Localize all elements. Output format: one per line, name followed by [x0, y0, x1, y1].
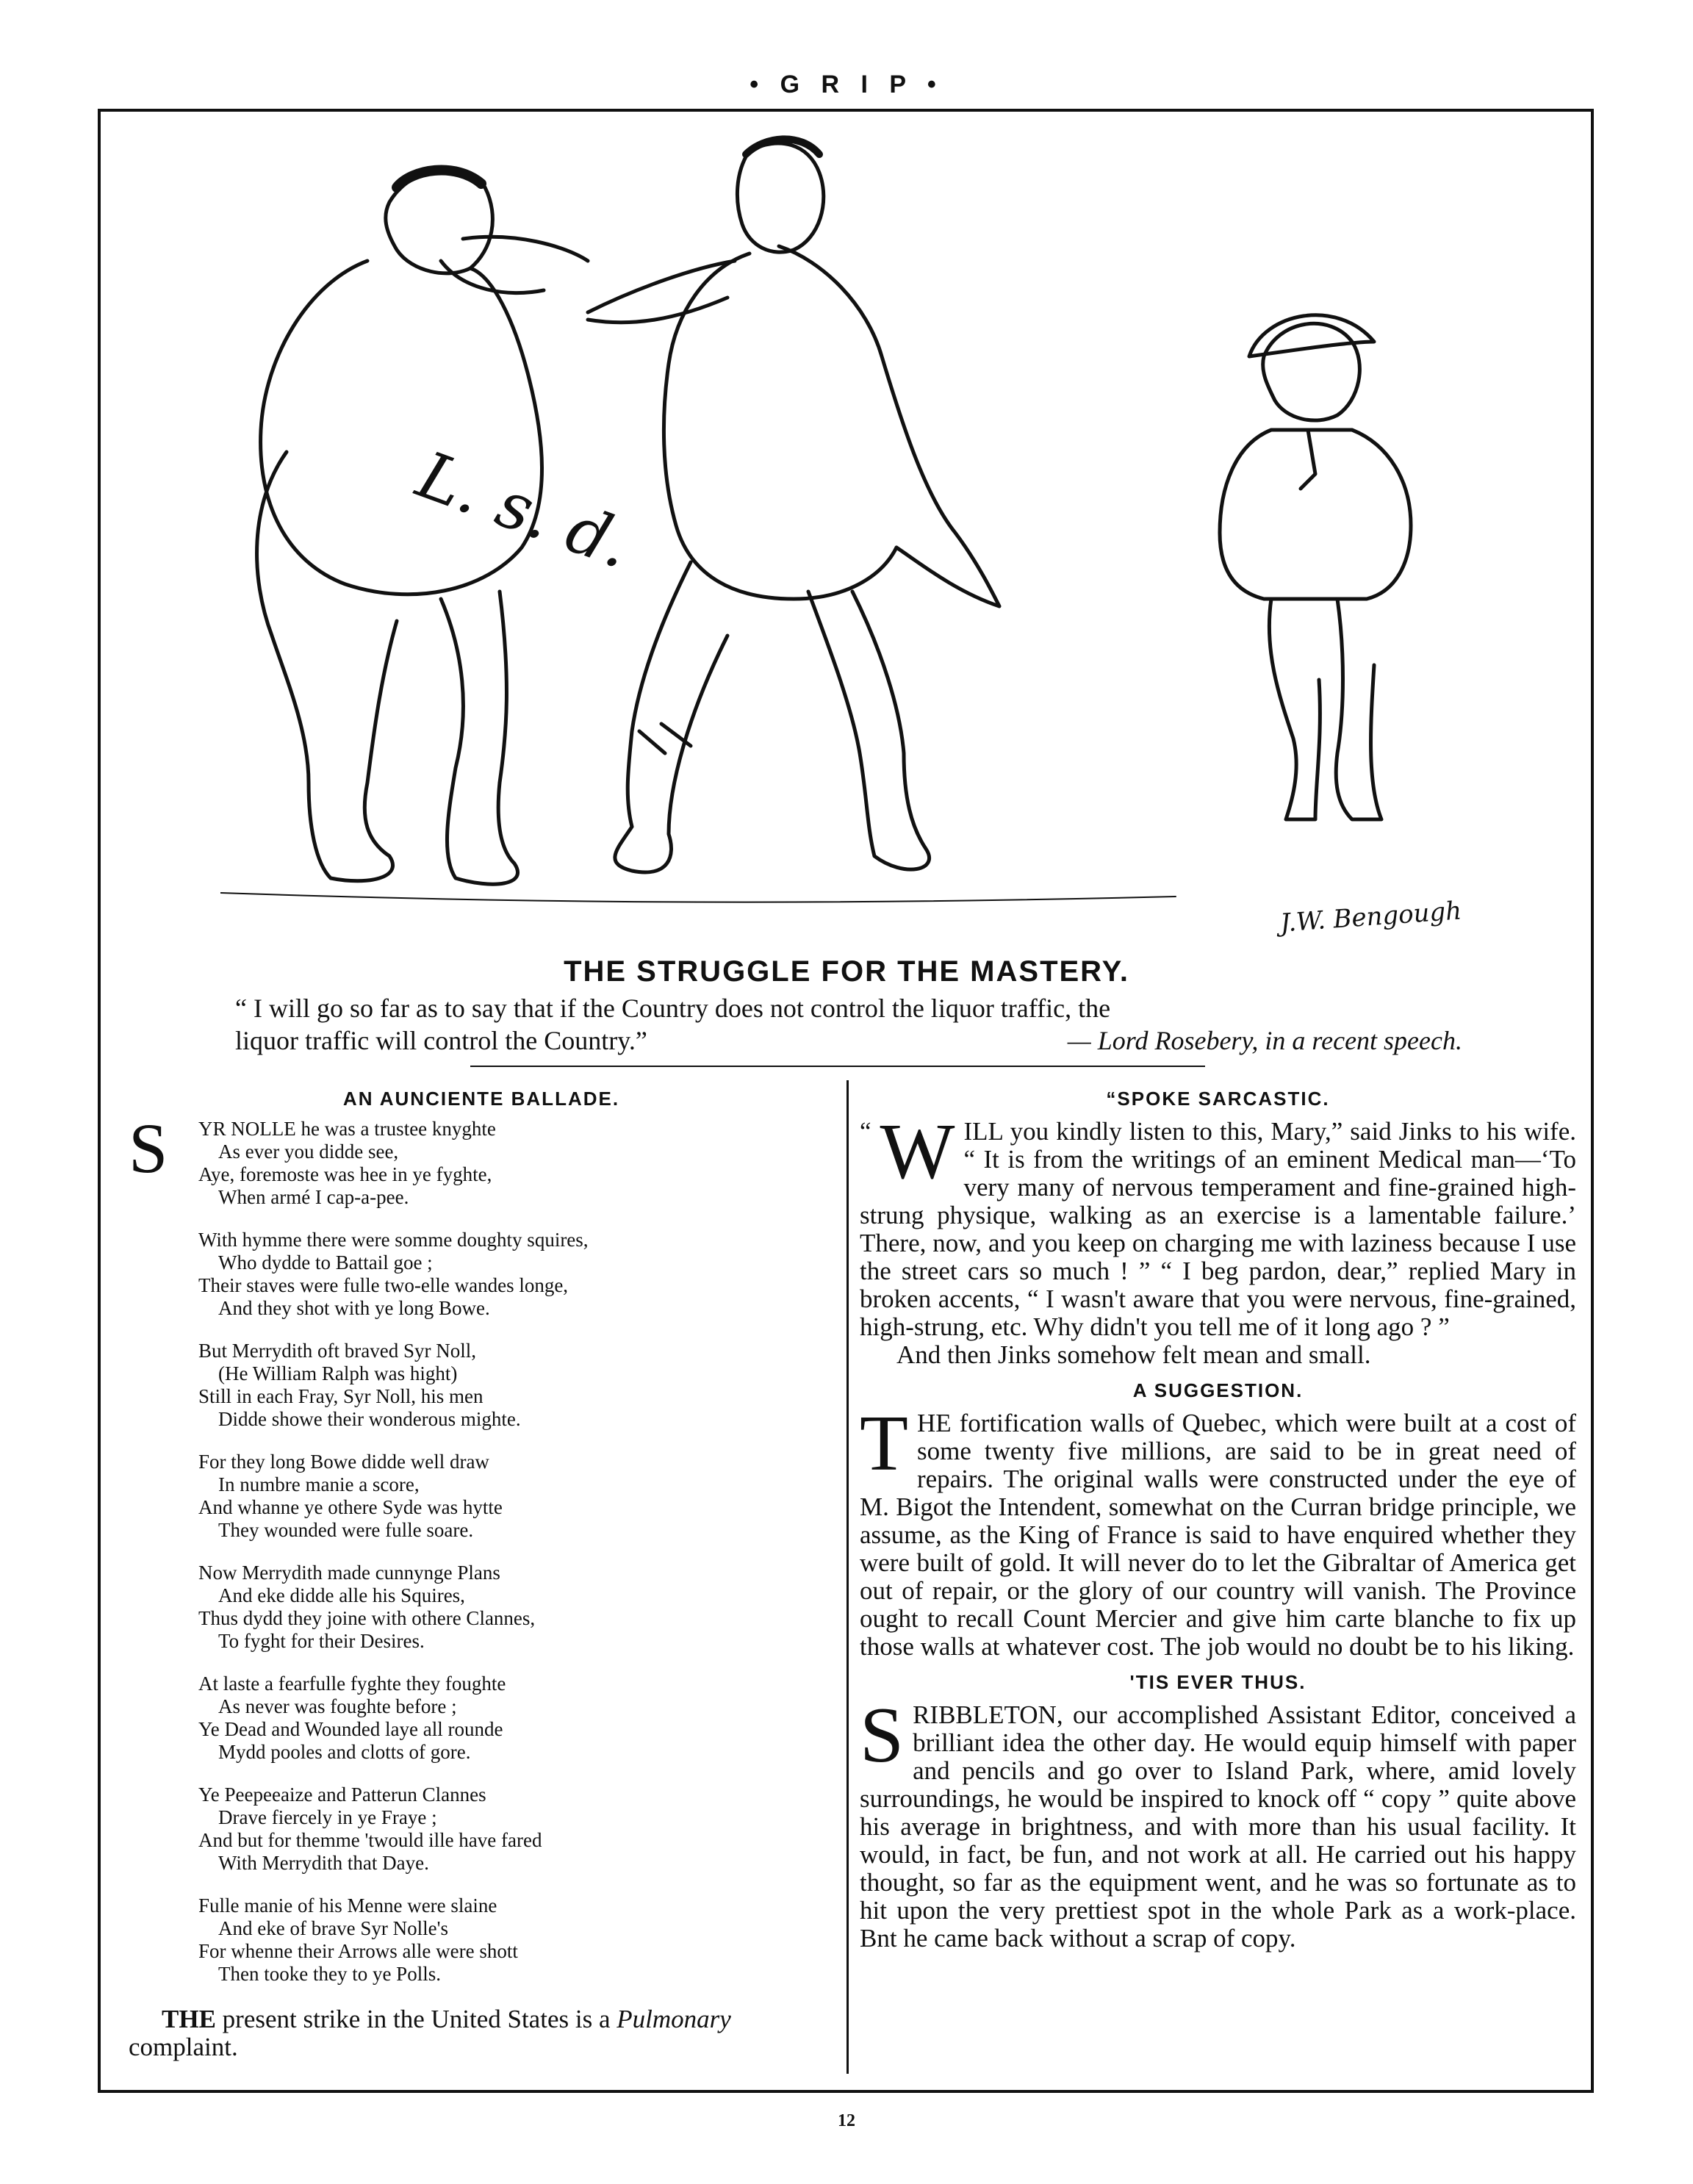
liquor-figure [588, 139, 999, 872]
ballad-line: Who dydde to Battail goe ; [218, 1251, 433, 1274]
ballad-line: Mydd pooles and clotts of gore. [218, 1741, 471, 1763]
ballad-stanza [198, 1784, 834, 1875]
ballad-line: As never was foughte before ; [218, 1695, 457, 1717]
cartoon-illustration [220, 121, 1484, 930]
ballad-line: And eke didde alle his Squires, [218, 1584, 465, 1606]
strike-paragraph [129, 2005, 834, 2061]
ballad-dropcap: S [129, 1109, 168, 1188]
ballad-line: With Merrydith that Daye. [218, 1852, 429, 1874]
ballad-line: Now Merrydith made cunnynge Plans [198, 1562, 500, 1584]
page-number: 12 [838, 2111, 855, 2130]
ballad-line: Thus dydd they joine with othere Clannes, [198, 1607, 536, 1629]
spoke-open-quote: “ [860, 1117, 871, 1146]
ever-thus-heading: 'TIS EVER THUS. [1129, 1671, 1306, 1693]
ballad-line: They wounded were fulle soare. [218, 1519, 474, 1541]
right-column [860, 1088, 1576, 1963]
cartoon-title: THE STRUGGLE FOR THE MASTERY. [564, 955, 1129, 988]
small-figure [1220, 315, 1411, 819]
ballad-poem [129, 1109, 834, 1986]
suggestion-paragraph [860, 1400, 1576, 1661]
spoke-text: ILL you kindly listen to this, Mary,” said Jinks to his wife. “ It is from the writings of an eminent Medical man—‘To very many of nervous temperament and fine-grained high-strung physique, walking as an exercise is a lamentable failure.’ There, now, and you keep on charging me with laziness because I use the street cars so much ! ” “ I beg pardon, dear,” replied Mary in broken accents, “ I wasn't aware that you were nervous, fine-grained, high-strung, etc. Why didn't you tell me of it long ago ? ” [860, 1117, 1576, 1341]
ballad-line: Still in each Fray, Syr Noll, his men [198, 1385, 484, 1407]
column-divider [846, 1080, 849, 2074]
ballad-stanza [198, 1562, 834, 1653]
ballad-line: With hymme there were somme doughty squires, [198, 1229, 589, 1251]
ballad-stanza [198, 1451, 834, 1542]
ballad-line: For they long Bowe didde well draw [198, 1451, 489, 1473]
ballad-heading: AN AUNCIENTE BALLADE. [342, 1088, 620, 1110]
ballad-line: Ye Dead and Wounded laye all rounde [198, 1718, 503, 1740]
ballad-line: To fyght for their Desires. [218, 1630, 425, 1652]
ballad-line: But Merrydith oft braved Syr Noll, [198, 1340, 476, 1362]
ballad-line: And they shot with ye long Bowe. [218, 1297, 490, 1319]
ballad-line: Ye Peepeeaize and Patterun Clannes [198, 1784, 486, 1806]
spoke-heading: “SPOKE SARCASTIC. [1106, 1088, 1330, 1110]
ballad-line: Didde showe their wonderous mighte. [218, 1408, 521, 1430]
quote-line-1: “ I will go so far as to say that if the Country does not control the liquor traffic, the [235, 994, 1111, 1023]
chest-lettering: L. s. d. [408, 437, 641, 583]
ballad-stanza [198, 1673, 834, 1764]
ballad-line: As ever you didde see, [218, 1141, 399, 1163]
cartoon-quote [235, 992, 1462, 1057]
ballad-line: When armé I cap-a-pee. [218, 1186, 409, 1208]
quote-attribution: — Lord Rosebery, in a recent speech. [1067, 1026, 1462, 1055]
left-column [129, 1088, 834, 2061]
ballad-stanza [198, 1229, 834, 1320]
artist-signature: J.W. Bengough [1279, 896, 1463, 938]
divider-rule [470, 1066, 1205, 1067]
ballad-line: Then tooke they to ye Polls. [218, 1963, 441, 1985]
strike-tail: complaint. [129, 2033, 238, 2061]
ballad-line: (He William Ralph was hight) [218, 1362, 458, 1384]
spoke-closing: And then Jinks somehow felt mean and small. [896, 1340, 1371, 1369]
ballad-line: Drave fiercely in ye Fraye ; [218, 1806, 437, 1828]
ever-thus-paragraph [860, 1692, 1576, 1953]
suggestion-heading: A SUGGESTION. [1132, 1379, 1304, 1401]
ballad-line: And but for themme 'twould ille have fared [198, 1829, 542, 1851]
ballad-line: For whenne their Arrows alle were shott [198, 1940, 518, 1962]
ballad-line: At laste a fearfulle fyghte they foughte [198, 1673, 506, 1695]
ballad-stanza [129, 1109, 834, 1209]
ballad-line-text: YR NOLLE he was a trustee knyghte [198, 1118, 496, 1140]
ballad-line: Fulle manie of his Menne were slaine [198, 1894, 497, 1917]
spoke-dropcap: W [880, 1108, 955, 1196]
ballad-stanza [198, 1340, 834, 1431]
ballad-line: Their staves were fulle two-elle wandes longe, [198, 1274, 569, 1296]
suggestion-text: HE fortification walls of Quebec, which were built at a cost of some twenty five millions, are said to be in great need of repairs. The original walls were constructed under the eye of M. Bigot the Intendent, somewhat on the Curran bridge principle, we assume, as the King of France is said to have enquired whether they were built of gold. It will never do to let the Gibraltar of America get out of repair, or the glory of our country will vanish. The Province ought to recall Count Mercier and give him carte blanche to fix up those walls at whatever cost. The job would no doubt be to his liking. [860, 1409, 1576, 1661]
suggestion-dropcap: T [860, 1400, 908, 1487]
ballad-line: And eke of brave Syr Nolle's [218, 1917, 449, 1939]
ballad-stanza [198, 1894, 834, 1986]
ballad-line: Aye, foremoste was hee in ye fyghte, [198, 1163, 492, 1185]
ballad-line: In numbre manie a score, [218, 1473, 420, 1495]
quote-line-2: liquor traffic will control the Country.” [235, 1026, 647, 1055]
strike-text: present strike in the United States is a [215, 2005, 617, 2033]
strike-italic: Pulmonary [617, 2005, 731, 2033]
spoke-paragraph [860, 1108, 1576, 1369]
masthead: • G R I P • [750, 71, 943, 98]
ever-thus-text: RIBBLETON, our accomplished Assistant Editor, conceived a brilliant idea the other day. He would equip himself with paper and pencils and go over to Island Park, where, amid lovely surroundings, he would be inspired to knock off “ copy ” quite above his average in brightness, and with more than his usual facility. It would, in fact, be fun, and not work at all. He carried out his happy thought, so far as the equipment went, and he was so fortunate as to hit upon the very prettiest spot in the whole Park as a work-place. Bnt he came back without a scrap of copy. [860, 1700, 1576, 1953]
ever-thus-dropcap: S [860, 1692, 905, 1779]
strike-lead: THE [162, 2005, 216, 2033]
ballad-line: And whanne ye othere Syde was hytte [198, 1496, 503, 1518]
